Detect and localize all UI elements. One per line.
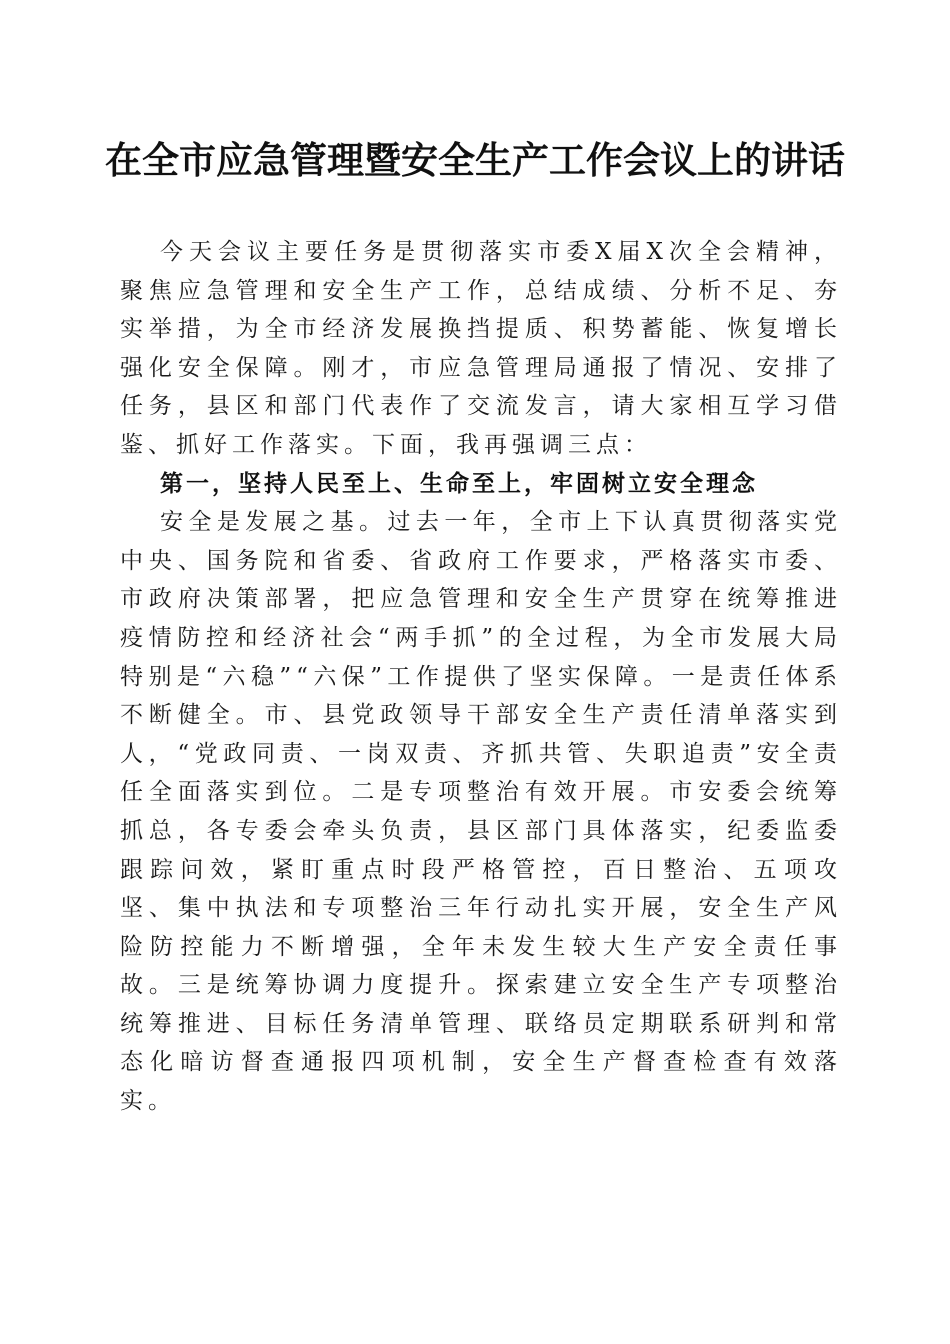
section-paragraph: 安全是发展之基。过去一年，全市上下认真贯彻落实党中央、国务院和省委、省政府工作要求，严格落实市委、市政府决策部署，把应急管理和安全生产贯穿在统筹推进疫情防控和经济社会“两手抓”的全过程，为全市发展大局特别是“六稳”“六保”工作提供了坚实保障。一是责任体系不断健全。市、县党政领导干部安全生产责任清单落实到人，“党政同责、一岗双责、齐抓共管、失职追责”安全责任全面落实到位。二是专项整治有效开展。市安委会统筹抓总，各专委会牵头负责，县区部门具体落实，纪委监委跟踪问效，紧盯重点时段严格管控，百日整治、五项攻坚、集中执法和专项整治三年行动扎实开展，安全生产风险防控能力不断增强，全年未发生较大生产安全责任事故。三是统筹协调力度提升。探索建立安全生产专项整治统筹推进、目标任务清单管理、联络员定期联系研判和常态化暗访督查通报四项机制，安全生产督查检查有效落实。 [120,509,842,1115]
document-body [120,233,842,1121]
intro-paragraph: 今天会议主要任务是贯彻落实市委X届X次全会精神，聚焦应急管理和安全生产工作，总结成绩、分析不足、夯实举措，为全市经济发展换挡提质、积势蓄能、恢复增长强化安全保障。刚才，市应急管理局通报了情况、安排了任务，县区和部门代表作了交流发言，请大家相互学习借鉴、抓好工作落实。下面，我再强调三点： [120,239,842,458]
section-heading: 第一，坚持人民至上、生命至上，牢固树立安全理念 [160,469,758,497]
document-title: 在全市应急管理暨安全生产工作会议上的讲话 [105,138,845,182]
